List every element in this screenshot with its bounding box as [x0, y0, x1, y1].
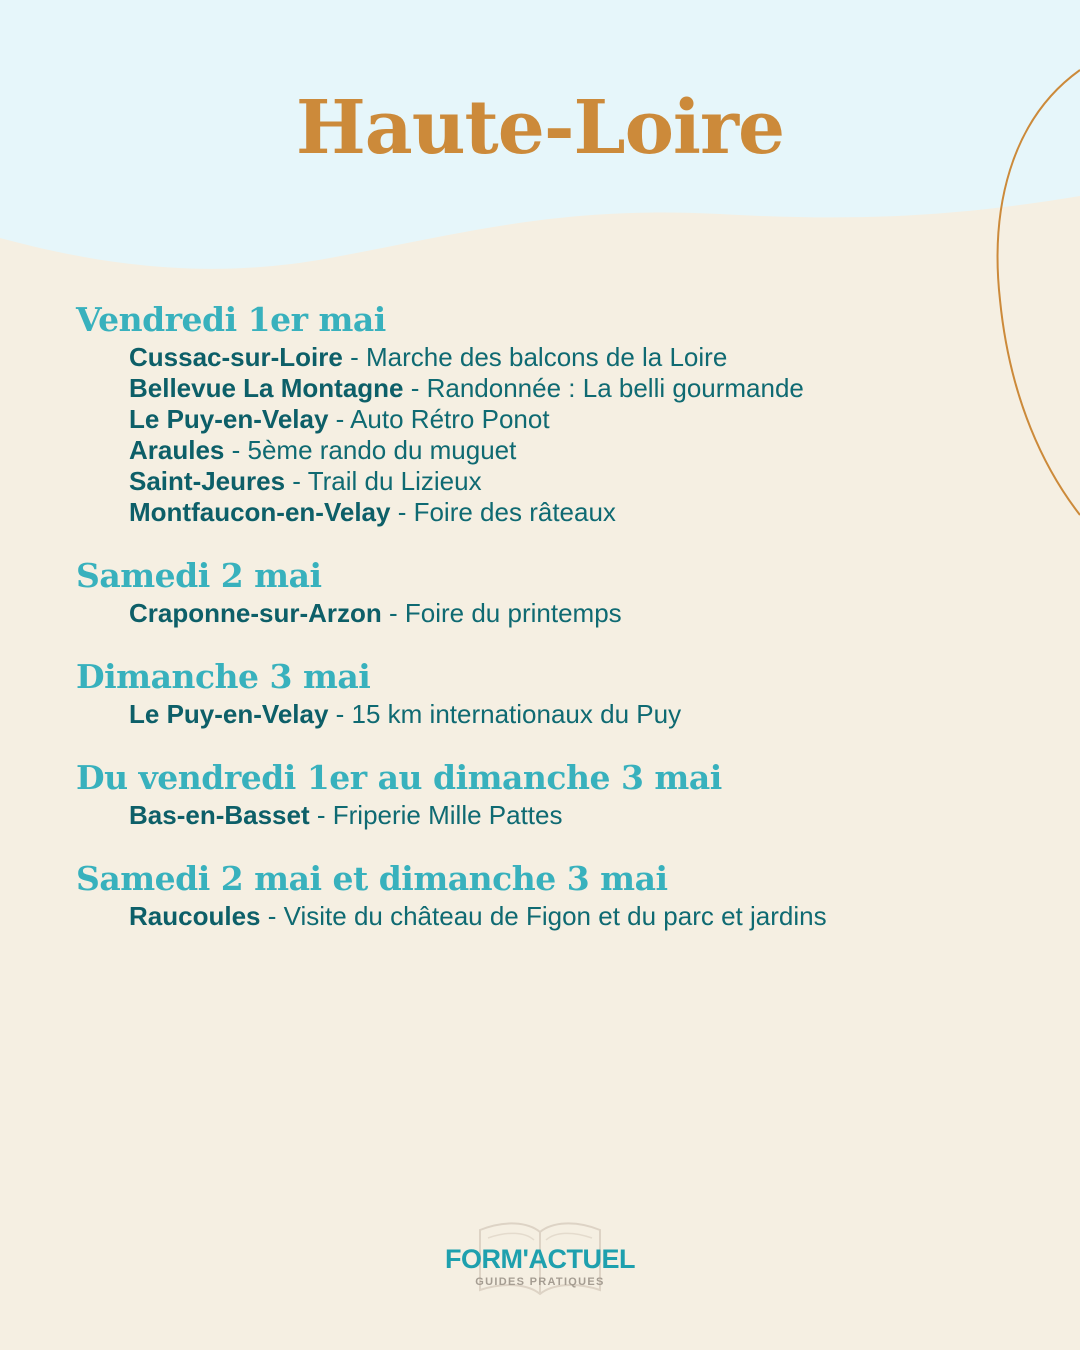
event-separator: -: [328, 404, 351, 434]
event-activity: Visite du château de Figon et du parc et jardins: [283, 901, 827, 931]
event-item: [129, 435, 1036, 466]
event-item: [129, 901, 1036, 932]
event-place: Le Puy-en-Velay: [129, 404, 329, 434]
day-section: [76, 756, 1036, 831]
event-separator: -: [328, 699, 352, 729]
event-list: [76, 901, 1036, 932]
event-item: [129, 699, 1036, 730]
event-separator: -: [285, 466, 308, 496]
event-place: Bellevue La Montagne: [129, 373, 404, 403]
event-activity: Marche des balcons de la Loire: [365, 342, 728, 372]
logo-name: FORM'ACTUEL: [445, 1244, 635, 1274]
event-place: Le Puy-en-Velay: [129, 699, 329, 729]
event-activity: Foire du printemps: [404, 598, 622, 628]
event-list: [76, 699, 1036, 730]
day-section: [76, 857, 1036, 932]
event-item: [129, 342, 1036, 373]
event-separator: -: [403, 373, 427, 403]
day-section: [76, 554, 1036, 629]
event-activity: 5ème rando du muguet: [247, 435, 517, 465]
event-separator: -: [390, 497, 414, 527]
formactuel-logo: [430, 1216, 650, 1302]
event-place: Araules: [129, 435, 225, 465]
event-place: Montfaucon-en-Velay: [129, 497, 391, 527]
day-heading: Du vendredi 1er au dimanche 3 mai: [76, 758, 722, 797]
event-activity: Auto Rétro Ponot: [350, 404, 550, 434]
event-item: [129, 497, 1036, 528]
event-activity: Foire des râteaux: [413, 497, 616, 527]
event-list: [76, 598, 1036, 629]
event-activity: 15 km internationaux du Puy: [351, 699, 682, 729]
event-place: Raucoules: [129, 901, 261, 931]
day-section: [76, 655, 1036, 730]
event-item: [129, 466, 1036, 497]
day-section: [76, 298, 1036, 528]
event-separator: -: [224, 435, 248, 465]
event-list: [76, 800, 1036, 831]
event-item: [129, 800, 1036, 831]
event-place: Bas-en-Basset: [129, 800, 310, 830]
event-activity: Randonnée : La belli gourmande: [426, 373, 804, 403]
logo-tagline: GUIDES PRATIQUES: [475, 1276, 605, 1288]
event-separator: -: [381, 598, 405, 628]
event-separator: -: [260, 901, 284, 931]
day-heading: Samedi 2 mai: [76, 556, 322, 595]
page-title: Haute-Loire: [295, 85, 785, 171]
day-heading: Samedi 2 mai et dimanche 3 mai: [76, 859, 668, 898]
event-separator: -: [309, 800, 333, 830]
event-item: [129, 404, 1036, 435]
event-separator: -: [342, 342, 366, 372]
day-heading: Vendredi 1er mai: [76, 300, 386, 339]
event-activity: Trail du Lizieux: [307, 466, 482, 496]
day-heading: Dimanche 3 mai: [76, 657, 371, 696]
event-item: [129, 598, 1036, 629]
event-place: Cussac-sur-Loire: [129, 342, 343, 372]
event-place: Craponne-sur-Arzon: [129, 598, 382, 628]
event-list: [76, 342, 1036, 528]
event-schedule: [76, 298, 1036, 958]
event-item: [129, 373, 1036, 404]
event-place: Saint-Jeures: [129, 466, 286, 496]
event-activity: Friperie Mille Pattes: [332, 800, 563, 830]
